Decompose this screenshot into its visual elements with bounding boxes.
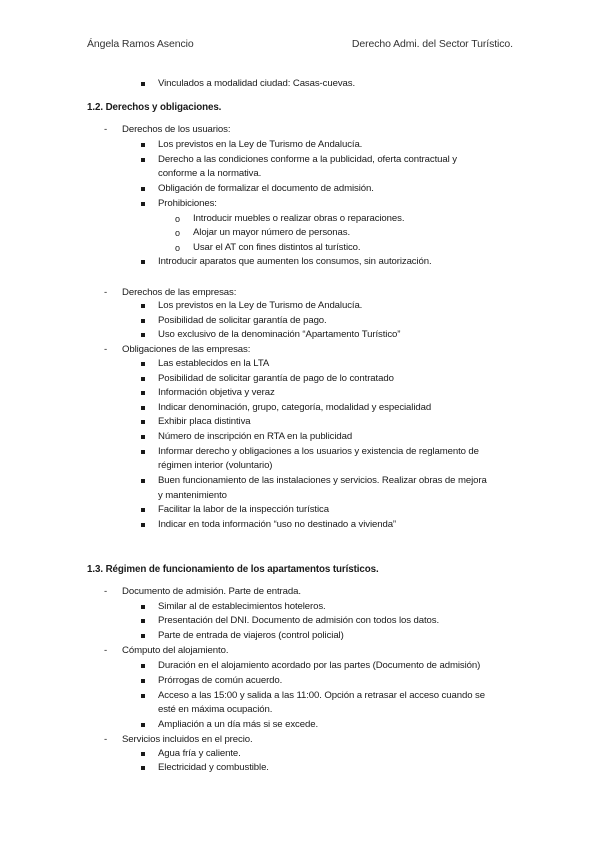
square-bullet [141, 694, 145, 698]
list-item: régimen interior (voluntario) [158, 460, 273, 471]
circle-bullet: o [175, 243, 180, 253]
square-bullet [141, 435, 145, 439]
dash-bullet: - [104, 287, 108, 298]
square-bullet [141, 187, 145, 191]
header-author: Ángela Ramos Asencio [87, 38, 194, 50]
list-item: conforme a la normativa. [158, 168, 262, 179]
square-bullet [141, 333, 145, 337]
list-item: Informar derecho y obligaciones a los usuarios y existencia de reglamento de [158, 446, 479, 457]
list-item: Similar al de establecimientos hoteleros. [158, 601, 326, 612]
square-bullet [141, 362, 145, 366]
list-item: Derechos de las empresas: [122, 287, 237, 298]
list-item: Usar el AT con fines distintos al turístico. [193, 242, 361, 253]
square-bullet [141, 202, 145, 206]
list-item: Indicar denominación, grupo, categoría, modalidad y especialidad [158, 402, 432, 413]
circle-bullet: o [175, 214, 180, 224]
square-bullet [141, 406, 145, 410]
square-bullet [141, 260, 145, 264]
square-bullet [141, 523, 145, 527]
list-item: Exhibir placa distintiva [158, 416, 251, 427]
list-item: Parte de entrada de viajeros (control policial) [158, 630, 344, 641]
square-bullet [141, 634, 145, 638]
square-bullet [141, 319, 145, 323]
list-item: Los previstos en la Ley de Turismo de Andalucía. [158, 300, 363, 311]
dash-bullet: - [104, 645, 108, 656]
list-item: Duración en el alojamiento acordado por las partes (Documento de admisión) [158, 660, 481, 671]
square-bullet [141, 82, 145, 86]
list-item: Agua fría y caliente. [158, 748, 241, 759]
list-item: y mantenimiento [158, 490, 227, 501]
list-item: Acceso a las 15:00 y salida a las 11:00. Opción a retrasar el acceso cuando se [158, 690, 485, 701]
square-bullet [141, 766, 145, 770]
dash-bullet: - [104, 586, 108, 597]
list-item: Presentación del DNI. Documento de admisión con todos los datos. [158, 615, 440, 626]
square-bullet [141, 391, 145, 395]
list-item: esté en máxima ocupación. [158, 704, 273, 715]
list-item: Prórrogas de común acuerdo. [158, 675, 283, 686]
list-item: Los previstos en la Ley de Turismo de Andalucía. [158, 139, 363, 150]
dash-bullet: - [104, 344, 108, 355]
list-item: Electricidad y combustible. [158, 762, 269, 773]
list-item: Alojar un mayor número de personas. [193, 227, 351, 238]
square-bullet [141, 143, 145, 147]
circle-bullet: o [175, 228, 180, 238]
list-item: Servicios incluidos en el precio. [122, 734, 253, 745]
square-bullet [141, 723, 145, 727]
dash-bullet: - [104, 734, 108, 745]
list-item: Derechos de los usuarios: [122, 124, 231, 135]
list-item: Documento de admisión. Parte de entrada. [122, 586, 301, 597]
list-item: Prohibiciones: [158, 198, 217, 209]
list-item: Uso exclusivo de la denominación “Apartamento Turístico” [158, 329, 401, 340]
section-heading: 1.3. Régimen de funcionamiento de los apartamentos turísticos. [87, 564, 379, 575]
square-bullet [141, 304, 145, 308]
square-bullet [141, 508, 145, 512]
square-bullet [141, 377, 145, 381]
list-item: Facilitar la labor de la inspección turística [158, 504, 329, 515]
square-bullet [141, 679, 145, 683]
list-item: Buen funcionamiento de las instalaciones y servicios. Realizar obras de mejora [158, 475, 487, 486]
list-item: Vinculados a modalidad ciudad: Casas-cuevas. [158, 78, 356, 89]
square-bullet [141, 450, 145, 454]
list-item: Obligación de formalizar el documento de admisión. [158, 183, 374, 194]
list-item: Introducir muebles o realizar obras o reparaciones. [193, 213, 405, 224]
list-item: Obligaciones de las empresas: [122, 344, 251, 355]
list-item: Ampliación a un día más si se excede. [158, 719, 319, 730]
list-item: Derecho a las condiciones conforme a la publicidad, oferta contractual y [158, 154, 457, 165]
square-bullet [141, 752, 145, 756]
square-bullet [141, 605, 145, 609]
square-bullet [141, 420, 145, 424]
section-heading: 1.2. Derechos y obligaciones. [87, 102, 222, 113]
square-bullet [141, 664, 145, 668]
list-item: Posibilidad de solicitar garantía de pago de lo contratado [158, 373, 394, 384]
square-bullet [141, 158, 145, 162]
list-item: Información objetiva y veraz [158, 387, 275, 398]
list-item: Las establecidos en la LTA [158, 358, 270, 369]
header-course: Derecho Admi. del Sector Turístico. [351, 38, 513, 50]
square-bullet [141, 619, 145, 623]
list-item: Introducir aparatos que aumenten los consumos, sin autorización. [158, 256, 432, 267]
dash-bullet: - [104, 124, 108, 135]
list-item: Cómputo del alojamiento. [122, 645, 229, 656]
list-item: Indicar en toda información “uso no destinado a vivienda” [158, 519, 397, 530]
list-item: Posibilidad de solicitar garantía de pago. [158, 315, 327, 326]
list-item: Número de inscripción en RTA en la publicidad [158, 431, 353, 442]
square-bullet [141, 479, 145, 483]
